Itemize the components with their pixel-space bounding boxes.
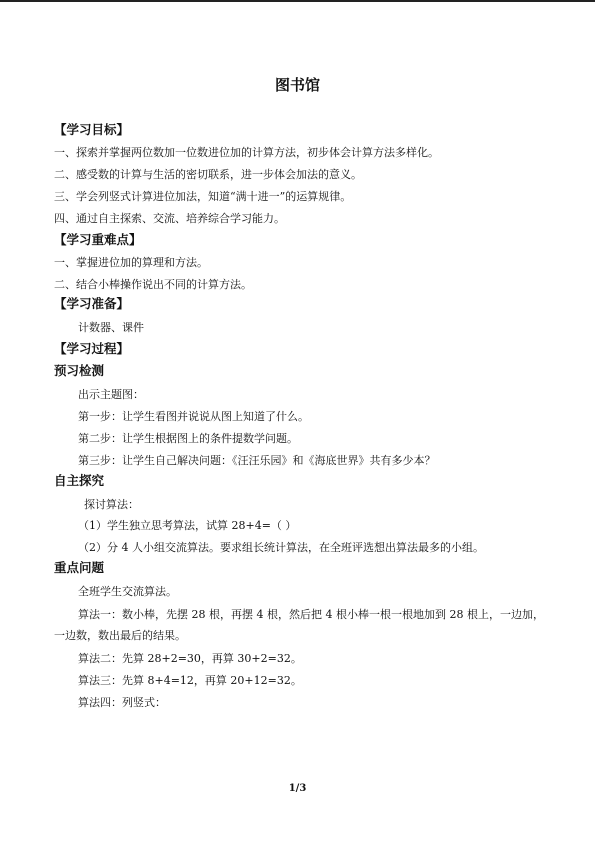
goal-item: 四、通过自主探索、交流、培养综合学习能力。	[54, 212, 285, 225]
top-rule	[0, 0, 595, 2]
key-point-item: 一、掌握进位加的算理和方法。	[54, 256, 208, 269]
focus-heading: 重点问题	[54, 560, 105, 575]
focus-line: 算法三：先算 8+4=12，再算 20+12=32。	[78, 674, 302, 687]
page-title: 图书馆	[274, 76, 320, 94]
focus-line-wrapped: 算法一：数小棒，先摆 28 根，再摆 4 根，然后把 4 根小棒一根一根地加到 28 根上，一边加，一边数，数出最后的结果。	[54, 608, 544, 642]
preview-heading: 预习检测	[54, 363, 105, 378]
explore-heading: 自主探究	[54, 473, 105, 488]
prep-heading: 【学习准备】	[54, 296, 130, 311]
preview-line: 第三步：让学生自己解决问题：《汪汪乐园》和《海底世界》共有多少本？	[78, 454, 436, 467]
prep-items: 计数器、课件	[78, 321, 144, 334]
explore-line: （2）分 4 人小组交流算法。要求组长统计算法，在全班评选想出算法最多的小组。	[78, 541, 484, 554]
explore-line: 探讨算法：	[84, 498, 139, 511]
key-points-heading: 【学习重难点】	[54, 232, 142, 247]
preview-line: 第一步：让学生看图并说说从图上知道了什么。	[78, 410, 309, 423]
goal-item: 二、感受数的计算与生活的密切联系，进一步体会加法的意义。	[54, 168, 362, 181]
focus-line: 算法四：列竖式：	[78, 696, 166, 709]
preview-line: 第二步：让学生根据图上的条件提数学问题。	[78, 432, 298, 445]
goal-item: 三、学会列竖式计算进位加法，知道“满十进一”的运算规律。	[54, 190, 352, 203]
focus-line: 全班学生交流算法。	[78, 585, 177, 598]
preview-line: 出示主题图：	[78, 388, 144, 401]
explore-line: （1）学生独立思考算法，试算 28+4=（ ）	[78, 519, 297, 532]
process-heading: 【学习过程】	[54, 341, 130, 356]
goals-heading: 【学习目标】	[54, 122, 130, 137]
focus-line: 算法二：先算 28+2=30，再算 30+2=32。	[78, 652, 302, 665]
goal-item: 一、探索并掌握两位数加一位数进位加的计算方法，初步体会计算方法多样化。	[54, 146, 439, 159]
page-number: 1/3	[288, 783, 307, 794]
key-point-item: 二、结合小棒操作说出不同的计算方法。	[54, 278, 252, 291]
